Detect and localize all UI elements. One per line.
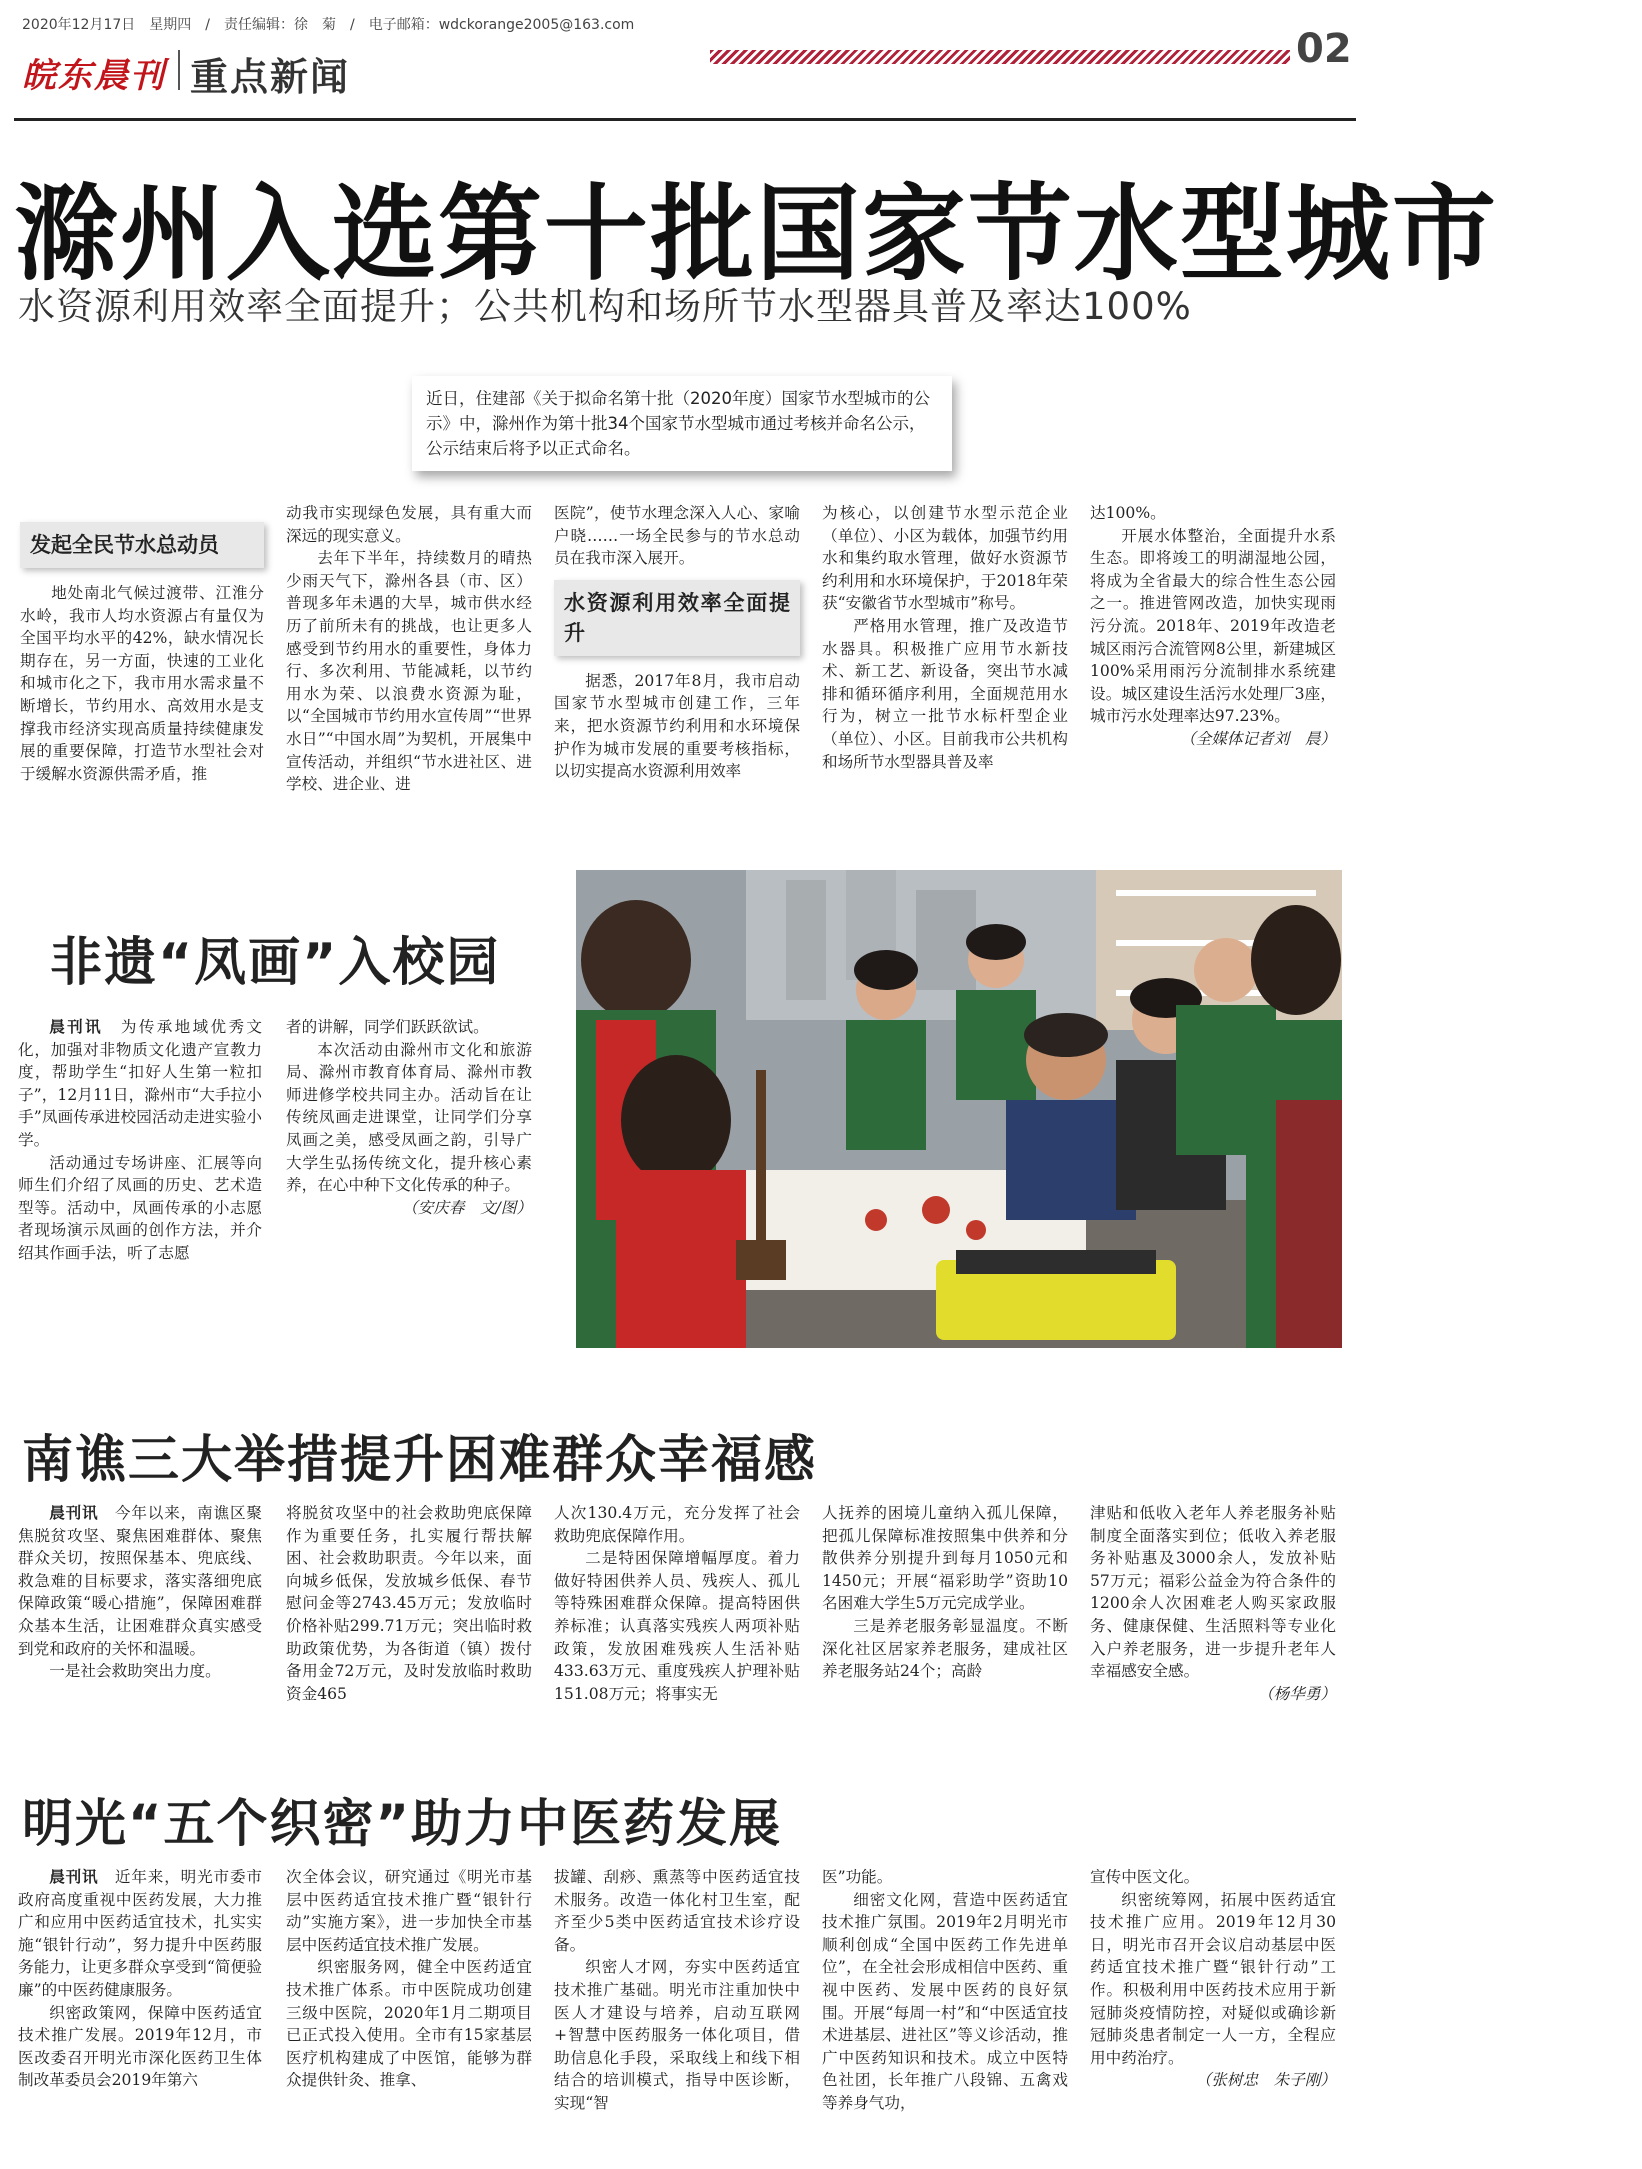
article4-paragraph: 宣传中医文化。 bbox=[1090, 1868, 1200, 1886]
article3-column-2 bbox=[286, 1502, 532, 1705]
article1-subheading-1: 发起全民节水总动员 bbox=[20, 522, 264, 568]
article2-dateline: 晨刊讯 bbox=[49, 1018, 103, 1036]
newspaper-logo: 皖东晨刊 bbox=[22, 56, 166, 96]
article1-paragraph: 为核心，以创建节水型示范企业（单位）、小区为载体，加强节约用水和集约取水管理，做好水资源节约利用和水环境保护，于2018年荣获“安徽省节水型城市”称号。 bbox=[822, 504, 1068, 613]
article2-paragraph: 本次活动由滁州市文化和旅游局、滁州市教育体育局、滁州市教师进修学校共同主办。活动旨在让传统凤画走进课堂，让同学们分享凤画之美，感受凤画之韵，引导广大学生弘扬传统文化，提升核心素养，在心中种下文化传承的种子。 bbox=[286, 1040, 532, 1195]
logo-divider bbox=[178, 50, 180, 90]
article1-subheading-2: 水资源利用效率全面提升 bbox=[554, 580, 800, 656]
article3-column-4 bbox=[822, 1502, 1068, 1683]
article4-column-5 bbox=[1090, 1866, 1336, 2092]
article3-column-3 bbox=[554, 1502, 800, 1705]
article4-paragraph: 织密人才网，夯实中医药适宜技术推广基础。明光市注重加快中医人才建设与培养，启动互联网+智慧中医药服务一体化项目，借助信息化手段，采取线上和线下相结合的培训模式，指导中医诊断，实现“智 bbox=[554, 1958, 800, 2112]
article4-paragraph: 医”功能。 bbox=[822, 1868, 893, 1886]
article1-subheadline: 水资源利用效率全面提升；公共机构和场所节水型器具普及率达100% bbox=[18, 285, 1192, 328]
article1-paragraph: 医院”，使节水理念深入人心、家喻户晓……一场全民参与的节水总动员在我市深入展开。 bbox=[554, 504, 800, 568]
article3-column-1 bbox=[18, 1502, 262, 1683]
article4-dateline: 晨刊讯 bbox=[49, 1868, 99, 1886]
article1-paragraph: 严格用水管理，推广及改造节水器具。积极推广应用节水新技术、新工艺、新设备，突出节水减排和循环循序利用，全面规范用水行为，树立一批节水标杆型企业（单位）、小区。目前我市公共机构和场所节水型器具普及率 bbox=[822, 616, 1068, 771]
article2-byline: （安庆春 文/图） bbox=[401, 1198, 532, 1217]
page-meta: 2020年12月17日 星期四 / 责任编辑：徐 菊 / 电子邮箱：wdckorange2005@163.com bbox=[22, 17, 635, 33]
article3-paragraph: 人次130.4万元，充分发挥了社会救助兜底保障作用。 bbox=[554, 1504, 800, 1545]
article4-column-2 bbox=[286, 1866, 532, 2092]
article4-paragraph: 次全体会议，研究通过《明光市基层中医药适宜技术推广暨“银针行动”实施方案》，进一步加快全市基层中医药适宜技术推广发展。 bbox=[286, 1868, 532, 1954]
article1-column-2 bbox=[286, 502, 532, 796]
article1-paragraph: 据悉，2017年8月，我市启动国家节水型城市创建工作，三年来，把水资源节约利用和水环境保护作为城市发展的重要考核指标，以切实提高水资源利用效率 bbox=[554, 671, 800, 781]
article3-byline: （杨华勇） bbox=[1258, 1684, 1336, 1703]
article4-byline: （张树忠 朱子刚） bbox=[1195, 2071, 1336, 2090]
section-title: 重点新闻 bbox=[190, 55, 351, 99]
article1-column-5 bbox=[1090, 502, 1336, 751]
article1-headline: 滁州入选第十批国家节水型城市 bbox=[14, 173, 1499, 295]
article4-column-3 bbox=[554, 1866, 800, 2115]
article1-paragraph: 开展水体整治，全面提升水系生态。即将竣工的明湖湿地公园，将成为全省最大的综合性生态公园之一。推进管网改造，加快实现雨污分流。2018年、2019年改造老城区雨污合流管网8公里，新建城区100%采用雨污分流制排水系统建设。城区建设生活污水处理厂3座，城市污水处理率达97.23%。 bbox=[1090, 526, 1336, 726]
article4-column-4 bbox=[822, 1866, 1068, 2115]
article4-column-1 bbox=[18, 1866, 262, 2092]
article4-paragraph: 拔罐、刮痧、熏蒸等中医药适宜技术服务。改造一体化村卫生室，配齐至少5类中医药适宜技术诊疗设备。 bbox=[554, 1868, 800, 1954]
page-number: 02 bbox=[1296, 26, 1352, 72]
article1-column-1 bbox=[20, 512, 264, 785]
article2-column-1 bbox=[18, 1016, 262, 1265]
article1-paragraph: 动我市实现绿色发展，具有重大而深远的现实意义。 bbox=[286, 504, 532, 545]
article3-paragraph: 人抚养的困境儿童纳入孤儿保障，把孤儿保障标准按照集中供养和分散供养分别提升到每月1050元和1450元；开展“福彩助学”资助10名困难大学生5万元完成学业。 bbox=[822, 1504, 1068, 1613]
article1-column-3 bbox=[554, 502, 800, 783]
article2-headline: 非遗“凤画”入校园 bbox=[50, 933, 501, 993]
article1-lead-box: 近日，住建部《关于拟命名第十批（2020年度）国家节水型城市的公示》中，滁州作为第十批34个国家节水型城市通过考核并命名公示，公示结束后将予以正式命名。 bbox=[412, 376, 952, 471]
article4-paragraph: 细密文化网，营造中医药适宜技术推广氛围。2019年2月明光市顺利创成“全国中医药工作先进单位”，在全社会形成相信中医药、重视中医药、发展中医药的良好氛围。开展“每周一村”和“中医适宜技术进基层、进社区”等义诊活动，推广中医药知识和技术。成立中医特色社团，长年推广八段锦、五禽戏等养身气功， bbox=[822, 1890, 1068, 2112]
article3-paragraph: 将脱贫攻坚中的社会救助兜底保障作为重要任务，扎实履行帮扶解困、社会救助职责。今年以来，面向城乡低保，发放城乡低保、春节慰问金等2743.45万元；发放临时价格补贴299.71万元；突出临时救助政策优势，为各街道（镇）拨付备用金72万元，及时发放临时救助资金465 bbox=[286, 1504, 532, 1703]
article3-paragraph: 二是特困保障增幅厚度。着力做好特困供养人员、残疾人、孤儿等特殊困难群众保障。提高特困供养标准；认真落实残疾人两项补贴政策，发放困难残疾人生活补贴433.63万元、重度残疾人护理补贴151.08万元；将事实无 bbox=[554, 1549, 800, 1703]
article3-dateline: 晨刊讯 bbox=[49, 1504, 99, 1522]
article2-paragraph: 晨刊讯 为传承地域优秀文化，加强对非物质文化遗产宣教力度，帮助学生“扣好人生第一粒扣子”，12月11日，滁州市“大手拉小手”凤画传承进校园活动走进实验小学。 bbox=[18, 1018, 262, 1149]
article1-byline: （全媒体记者刘 晨） bbox=[1180, 729, 1336, 748]
article4-paragraph: 织密服务网，健全中医药适宜技术推广体系。市中医院成功创建三级中医院，2020年1月二期项目已正式投入使用。全市有15家基层医疗机构建成了中医馆，能够为群众提供针灸、推拿、 bbox=[286, 1958, 532, 2090]
article2-paragraph: 活动通过专场讲座、汇展等向师生们介绍了凤画的历史、艺术造型等。活动中，凤画传承的小志愿者现场演示凤画的创作方法，并介绍其作画手法，听了志愿 bbox=[18, 1153, 262, 1262]
news-photo bbox=[576, 870, 1342, 1348]
photo-illustration bbox=[576, 870, 1342, 1348]
header-rule bbox=[14, 118, 1356, 121]
article4-paragraph: 织密政策网，保障中医药适宜技术推广发展。2019年12月，市医改委召开明光市深化医药卫生体制改革委员会2019年第六 bbox=[18, 2003, 262, 2090]
article3-paragraph: 三是养老服务彰显温度。不断深化社区居家养老服务，建成社区养老服务站24个；高龄 bbox=[822, 1616, 1068, 1681]
article3-column-5 bbox=[1090, 1502, 1336, 1705]
decorative-stripe bbox=[710, 50, 1290, 64]
article1-paragraph: 地处南北气候过渡带、江淮分水岭，我市人均水资源占有量仅为全国平均水平的42%，缺水情况长期存在，另一方面，快速的工业化和城市化之下，我市用水需求量不断增长，节约用水、高效用水是支撑我市经济实现高质量持续健康发展的重要保障，打造节水型社会对于缓解水资源供需矛盾，推 bbox=[20, 584, 264, 783]
article3-paragraph: 津贴和低收入老年人养老服务补贴制度全面落实到位；低收入养老服务补贴惠及3000余人，发放补贴57万元；福彩公益金为符合条件的1200余人次困难老人购买家政服务、健康保健、生活照料等专业化入户养老服务，进一步提升老年人幸福感安全感。 bbox=[1090, 1504, 1336, 1681]
article4-paragraph: 织密统筹网，拓展中医药适宜技术推广应用。2019年12月30日，明光市召开会议启动基层中医药适宜技术推广暨“银针行动”工作。积极利用中医药技术应用于新冠肺炎疫情防控，对疑似或确诊新冠肺炎患者制定一人一方，全程应用中药治疗。 bbox=[1090, 1890, 1336, 2067]
article1-paragraph: 达100%。 bbox=[1090, 504, 1166, 522]
article1-column-4 bbox=[822, 502, 1068, 773]
article2-paragraph: 者的讲解，同学们跃跃欲试。 bbox=[286, 1018, 489, 1036]
article3-headline: 南谯三大举措提升困难群众幸福感 bbox=[22, 1431, 818, 1490]
article1-paragraph: 去年下半年，持续数月的晴热少雨天气下，滁州各县（市、区）普现多年未遇的大旱，城市供水经历了前所未有的挑战，也让更多人感受到节约用水的重要性，身体力行、多次利用、节能减耗，以节约用水为荣、以浪费水资源为耻，以“全国城市节约用水宣传周”“世界水日”“中国水周”为契机，开展集中宣传活动，并组织“节水进社区、进学校、进企业、进 bbox=[286, 549, 532, 794]
article2-column-2 bbox=[286, 1016, 532, 1219]
article4-paragraph: 晨刊讯 近年来，明光市委市政府高度重视中医药发展，大力推广和应用中医药适宜技术，扎实实施“银针行动”，努力提升中医药服务能力，让更多群众享受到“简便验廉”的中医药健康服务。 bbox=[18, 1868, 262, 1999]
article3-paragraph: 晨刊讯 今年以来，南谯区聚焦脱贫攻坚、聚焦困难群体、聚焦群众关切，按照保基本、兜底线、救急难的目标要求，落实落细兜底保障政策“暖心措施”，保障困难群众基本生活，让困难群众真实感受到党和政府的关怀和温暖。 bbox=[18, 1504, 262, 1658]
article4-headline: 明光“五个织密”助力中医药发展 bbox=[22, 1795, 783, 1854]
article3-paragraph: 一是社会救助突出力度。 bbox=[49, 1662, 221, 1681]
